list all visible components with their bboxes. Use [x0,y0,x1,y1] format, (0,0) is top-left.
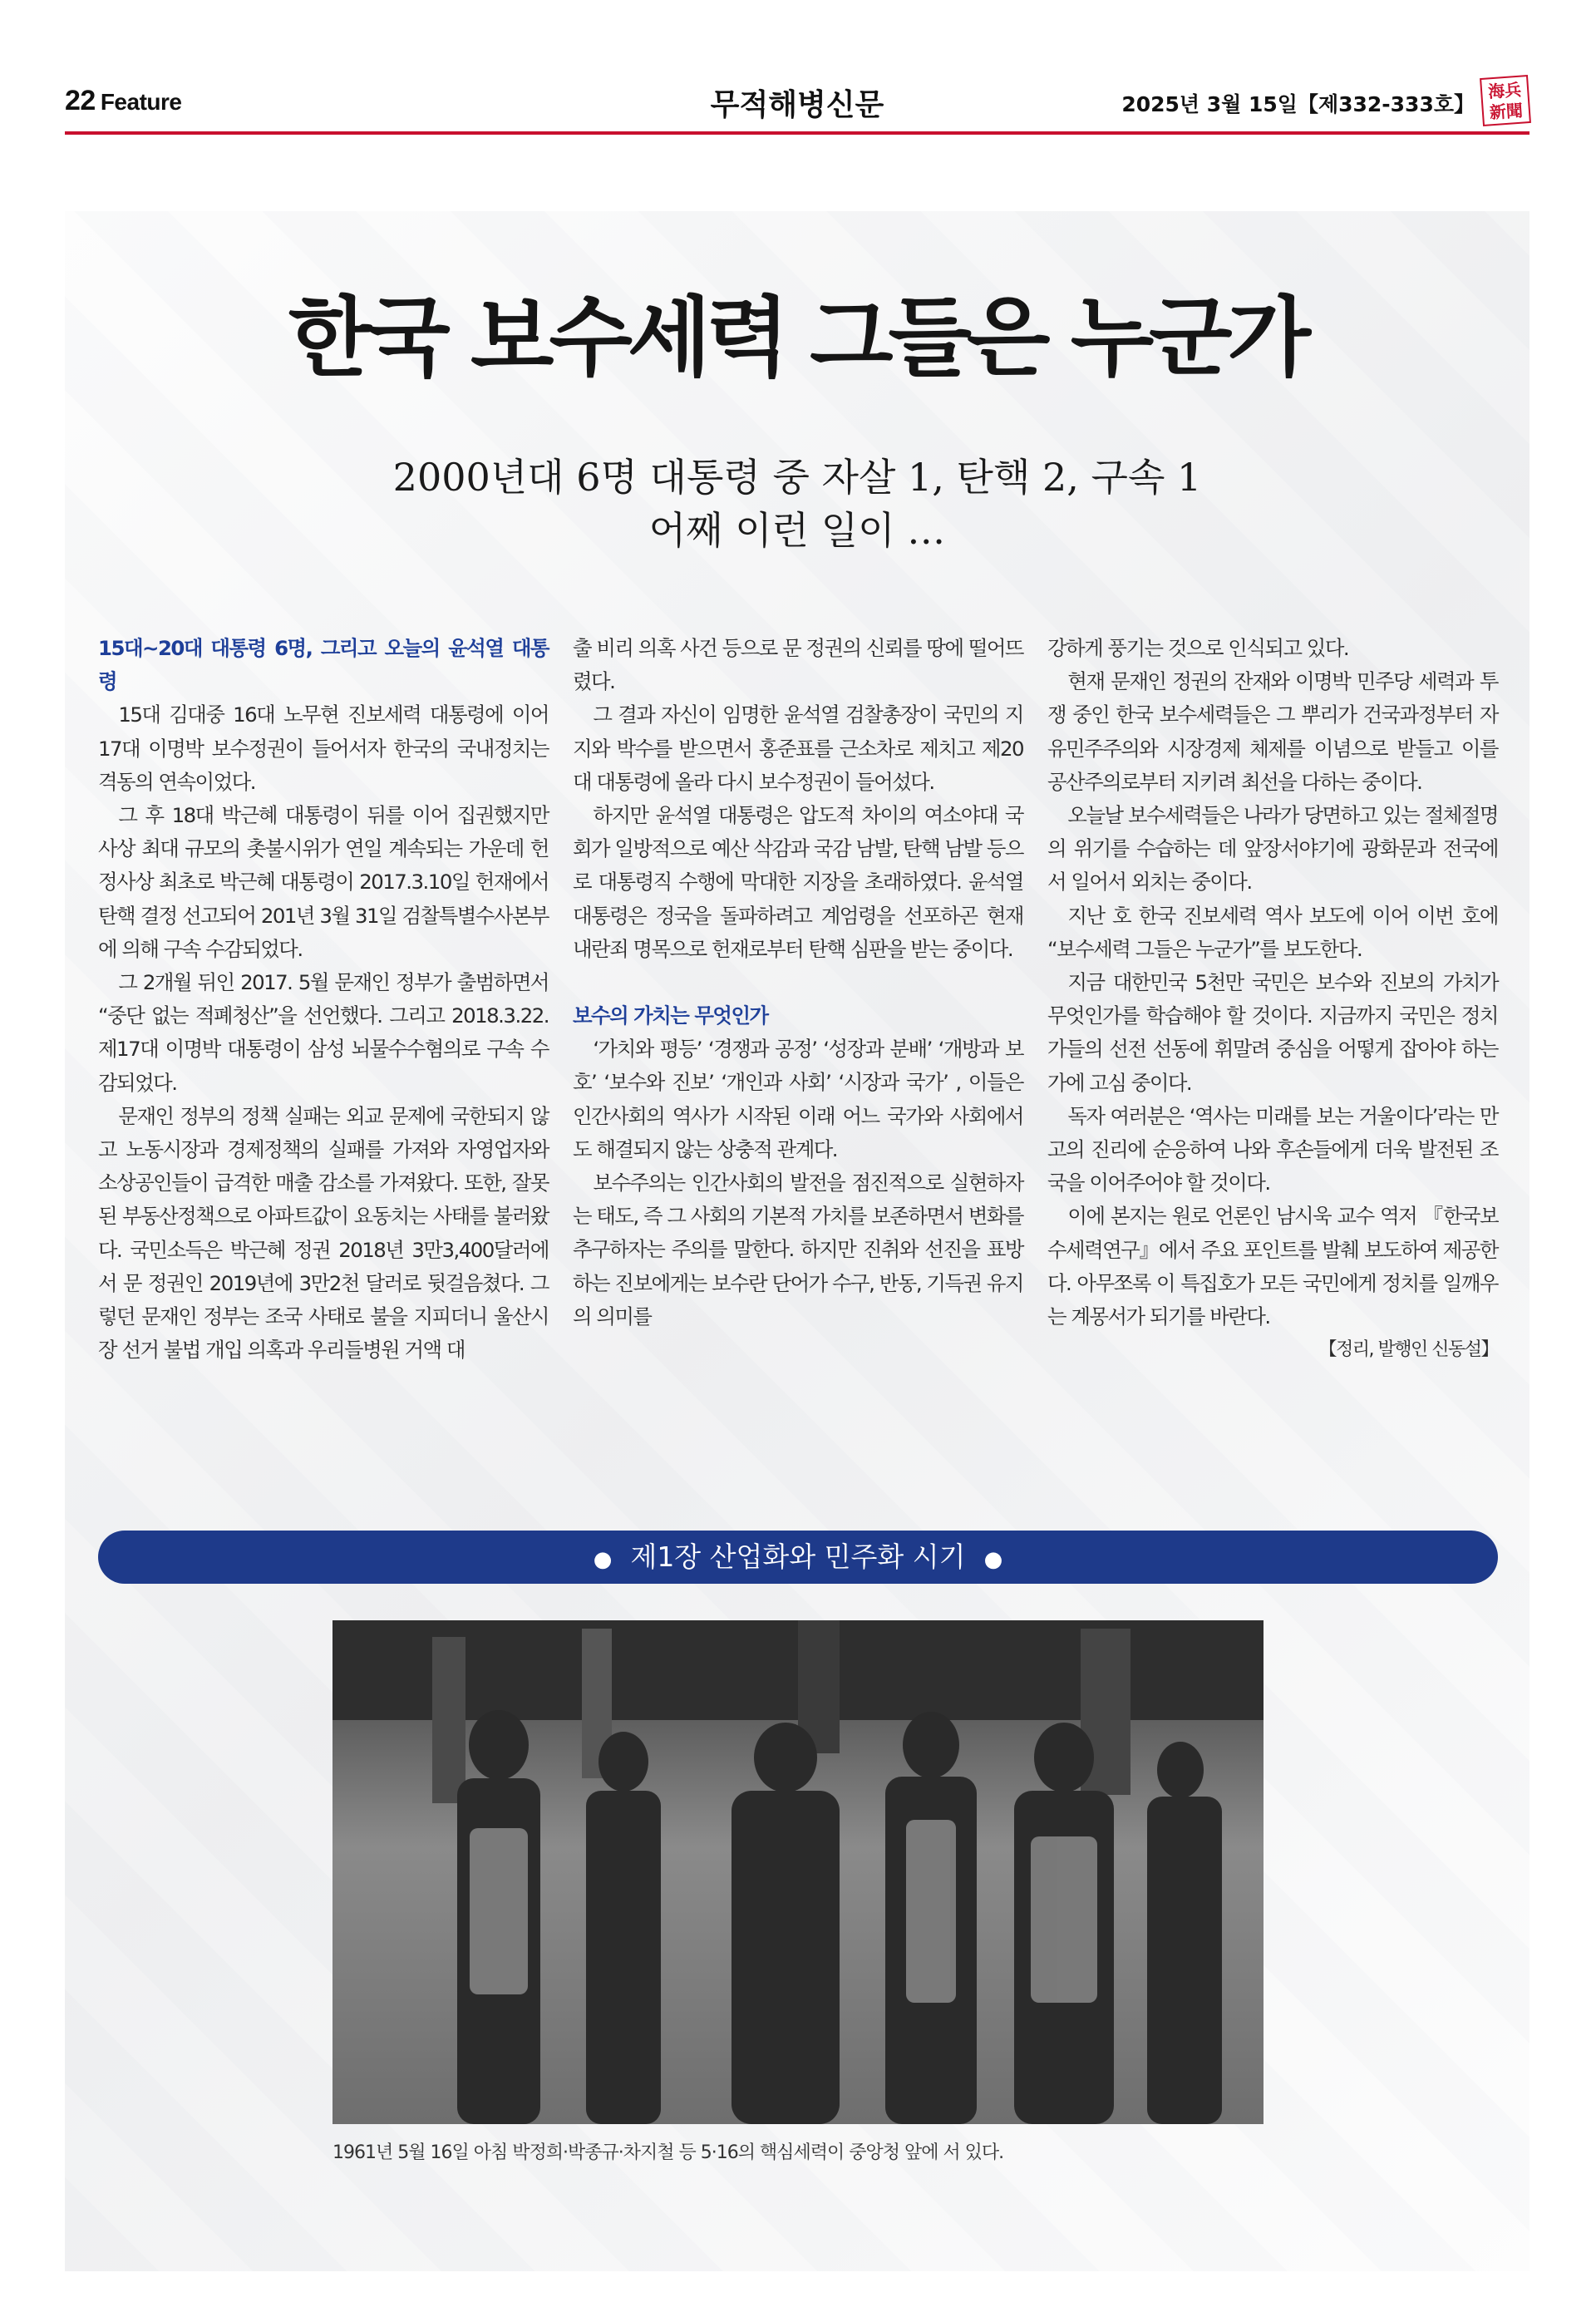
article-body [98,632,1498,1463]
paragraph: 그 2개월 뒤인 2017. 5월 문재인 정부가 출범하면서 “중단 없는 적폐청산”을 선언했다. 그리고 2018.3.22. 제17대 이명박 대통령이 삼성 뇌물수수혐의로 구속 수감되었다. [98,970,549,1095]
chapter-title: 제1장 산업화와 민주화 시기 [630,1541,966,1573]
historical-photo [332,1620,1264,2124]
paragraph: 지금 대한민국 5천만 국민은 보수와 진보의 가치가 무엇인가를 학습해야 할 것이다. 지금까지 국민은 정치가들의 선전 선동에 휘말려 중심을 어떻게 잡아야 하는가에 고심 중이다. [1047,970,1498,1095]
subheadline-line-1: 2000년대 6명 대통령 중 자살 1, 탄핵 2, 구속 1 [392,455,1202,500]
newspaper-seal-logo: 海兵 新聞 [1480,75,1531,126]
header-rule [65,131,1530,135]
paragraph: 현재 문재인 정권의 잔재와 이명박 민주당 세력과 투쟁 중인 한국 보수세력들은 그 뿌리가 건국과정부터 자유민주주의와 시장경제 체제를 이념으로 받들고 이를 공산주의로부터 지키려 최선을 다하는 중이다. [1047,669,1498,794]
section-heading: 15대~20대 대통령 6명, 그리고 오늘의 윤석열 대통령 [98,636,549,694]
paragraph: 그 후 18대 박근혜 대통령이 뒤를 이어 집권했지만 사상 최대 규모의 촛불시위가 연일 계속되는 가운데 헌정사상 최초로 박근혜 대통령이 2017.3.10일 헌재에서 탄핵 결정 선고되어 201년 3월 31일 검찰특별수사본부에 의해 구속 수감되었다. [98,803,549,961]
chapter-banner [98,1531,1498,1584]
paragraph: 출 비리 의혹 사건 등으로 문 정권의 신뢰를 땅에 떨어뜨렸다. [573,636,1023,694]
paragraph: 15대 김대중 16대 노무현 진보세력 대통령에 이어 17대 이명박 보수정권이 들어서자 한국의 국내정치는 격동의 연속이었다. [98,702,549,794]
photo-illustration [332,1620,1264,2124]
issue-date: 2025년 3월 15일【제332-333호】 [1121,92,1475,116]
paragraph: 지난 호 한국 진보세력 역사 보도에 이어 이번 호에 “보수세력 그들은 누군가”를 보도한다. [1047,903,1498,961]
article-column-3 [1047,632,1498,1367]
subheadline [65,451,1530,557]
paragraph: 독자 여러분은 ‘역사는 미래를 보는 거울이다’라는 만고의 진리에 순응하여 나와 후손들에게 더욱 발전된 조국을 이어주어야 할 것이다. [1047,1103,1498,1195]
subheadline-line-2: 어째 이런 일이 … [648,508,946,553]
photo-caption: 1961년 5월 16일 아침 박정희·박종규·차지철 등 5·16의 핵심세력이 중앙청 앞에 서 있다. [332,2142,1004,2163]
paragraph: 그 결과 자신이 임명한 윤석열 검찰총장이 국민의 지지와 박수를 받으면서 홍준표를 근소차로 제치고 제20대 대통령에 올라 다시 보수정권이 들어섰다. [573,702,1023,794]
paragraph: 강하게 풍기는 것으로 인식되고 있다. [1047,636,1349,660]
article-column-2 [573,632,1023,1333]
paragraph: 보수주의는 인간사회의 발전을 점진적으로 실현하자는 태도, 즉 그 사회의 기본적 가치를 보존하면서 변화를 추구하자는 주의를 말한다. 하지만 진취와 선진을 표방하는 진보에게는 보수란 단어가 수구, 반동, 기득권 유지의 의미를 [573,1171,1023,1329]
article-column-1 [98,632,549,1367]
bullet-icon: ● [983,1547,1003,1572]
paragraph: 하지만 윤석열 대통령은 압도적 차이의 여소야대 국회가 일방적으로 예산 삭감과 국감 남발, 탄핵 남발 등으로 대통령직 수행에 막대한 지장을 초래하였다. 윤석열 대통령은 정국을 돌파하려고 계엄령을 선포하곤 현재 내란죄 명목으로 헌재로부터 탄핵 심판을 받는 중이다. [573,803,1023,961]
page-number-value: 22 [65,85,96,116]
byline-credit: 【정리, 발행인 신동설】 [1318,1339,1498,1361]
page-header [65,76,1530,131]
section-label: Feature [100,89,182,115]
bullet-icon: ● [593,1547,613,1572]
paragraph: 이에 본지는 원로 언론인 남시욱 교수 역저 『한국보수세력연구』에서 주요 포인트를 발췌 보도하여 제공한다. 아무쪼록 이 특집호가 모든 국민에게 정치를 일깨우는 계몽서가 되기를 바란다. [1047,1204,1498,1329]
newspaper-name: 무적해병신문 [710,88,884,122]
paragraph: 오늘날 보수세력들은 나라가 당면하고 있는 절체절명의 위기를 수습하는 데 앞장서야기에 광화문과 전국에서 일어서 외치는 중이다. [1047,803,1498,895]
headline: 한국 보수세력 그들은 누군가 [288,287,1307,388]
paragraph: 문재인 정부의 정책 실패는 외교 문제에 국한되지 않고 노동시장과 경제정책의 실패를 가져와 자영업자와 소상공인들이 급격한 매출 감소를 가져왔다. 또한, 잘못된 부동산정책으로 아파트값이 요동치는 사태를 불러왔다. 국민소득은 박근혜 정권 2018년 3만3,400달러에서 문 정권인 2019년에 3만2천 달러로 뒷걸음쳤다. 그렇던 문재인 정부는 조국 사태로 불을 지피더니 울산시장 선거 불법 개입 의혹과 우리들병원 거액 대 [98,1103,549,1363]
section-spacer [573,966,1023,999]
paragraph: ‘가치와 평등’ ‘경쟁과 공정’ ‘성장과 분배’ ‘개방과 보호’ ‘보수와 진보’ ‘개인과 사회’ ‘시장과 국가’ , 이들은 인간사회의 역사가 시작된 이래 어느 국가와 사회에서도 해결되지 않는 상충적 관계다. [573,1037,1023,1161]
section-heading: 보수의 가치는 무엇인가 [573,1003,768,1028]
